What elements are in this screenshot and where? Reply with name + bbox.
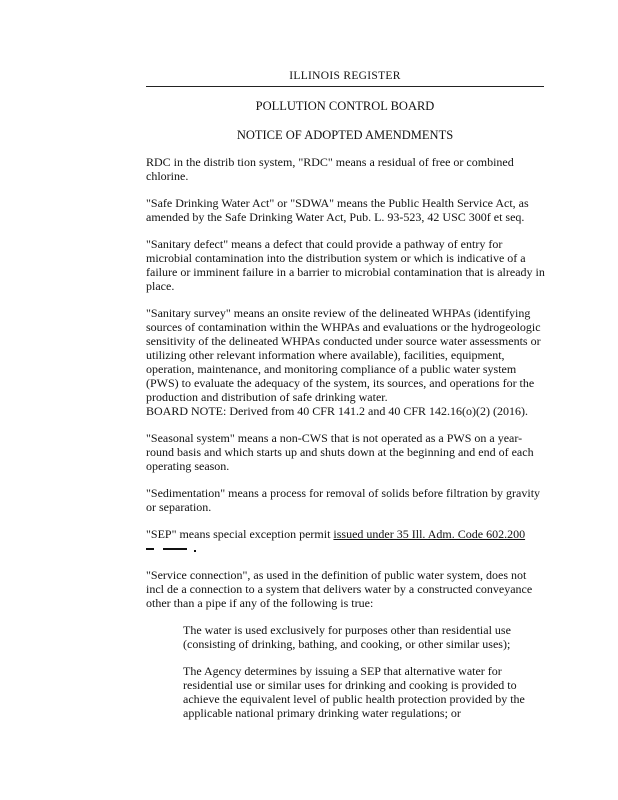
paragraph-exclusive-use: The water is used exclusively for purposes other than residential use (consisting of drinking, bathing, and cooking, or other similar uses); [183,623,511,651]
paragraph-seasonal-system: "Seasonal system" means a non-CWS that is not operated as a PWS on a year-round basis and which starts up and shuts down at the beginning and end of each operating season. [146,431,534,473]
notice-title: NOTICE OF ADOPTED AMENDMENTS [236,128,454,142]
register-header: ILLINOIS REGISTER [289,70,401,82]
header-rule [146,86,544,87]
board-note: BOARD NOTE: Derived from 40 CFR 141.2 and 40 CFR 142.16(o)(2) (2016). [146,404,528,418]
paragraph-service-connection: "Service connection", as used in the definition of public water system, does not incl de a connection to a system that delivers water by a constructed conveyance other than a pipe if any of the following is true: [146,568,533,610]
paragraph-sep [146,527,546,555]
board-title: POLLUTION CONTROL BOARD [255,99,435,113]
paragraph-sdwa: "Safe Drinking Water Act" or "SDWA" means the Public Health Service Act, as amended by the Safe Drinking Water Act, Pub. L. 93-523, 42 USC 300f et seq. [146,196,529,224]
paragraph-rdc: RDC in the distrib tion system, "RDC" means a residual of free or combined chlorine. [146,155,514,183]
redaction-mark [146,545,204,553]
sep-definition: "SEP" means special exception permit [146,527,334,541]
document-body [146,155,546,733]
sep-underlined-text: issued under 35 Ill. Adm. Code 602.200 [333,527,526,541]
paragraph-agency-determines: The Agency determines by issuing a SEP that alternative water for residential use or similar uses for drinking and cooking is provided to achieve the equivalent level of public health protection provided by the applicable national primary drinking water regulations; or [183,664,525,720]
paragraph-sanitary-survey: "Sanitary survey" means an onsite review of the delineated WHPAs (identifying sources of contamination within the WHPAs and evaluations or the hydrogeologic sensitivity of the delineated WHPAs conducted under source water assessments or utilizing other relevant information where available), facilities, equipment, operation, maintenance, and monitoring compliance of a public water system (PWS) to evaluate the adequacy of the system, its sources, and operations for the production and distribution of safe drinking water. [146,306,541,404]
paragraph-sanitary-defect: "Sanitary defect" means a defect that could provide a pathway of entry for microbial contamination into the distribution system or which is indicative of a failure or imminent failure in a barrier to microbial contamination that is already in place. [146,237,545,293]
paragraph-sedimentation: "Sedimentation" means a process for removal of solids before filtration by gravity or separation. [146,486,541,514]
